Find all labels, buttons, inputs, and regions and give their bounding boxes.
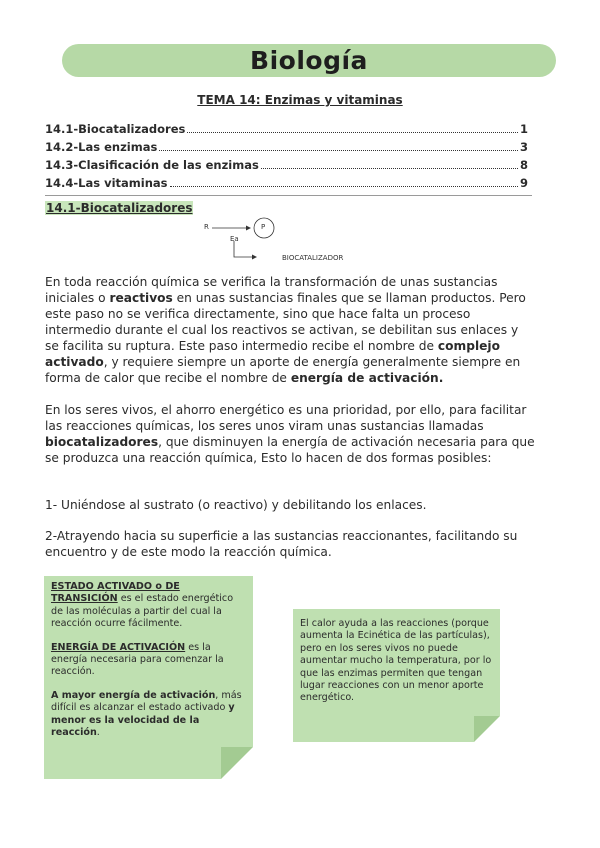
note-fold-corner [221,747,253,779]
list-item-2: 2-Atrayendo hacia su superficie a las sustancias reaccionantes, facilitando su encuentro y de este modo la reacción química. [45,529,518,559]
toc-leader [187,132,518,133]
paragraph-text: En toda reacción química se verifica la transformación de unas sustancias iniciales o [45,275,498,305]
toc-divider [45,195,532,196]
title-banner [62,44,556,77]
toc-entry-page: 9 [519,176,528,190]
paragraph-text: , que disminuyen la energía de activación necesaria para que se produzca una reacción química, Esto lo hacen de dos formas posibles: [45,435,535,465]
table-of-contents [45,122,528,194]
toc-entry-label: 14.3-Clasificación de las enzimas [45,158,259,172]
diagram-reactant-label: R [204,223,209,231]
page-title: Biología [250,46,368,75]
note-definition-activation-energy [51,642,246,679]
diagram-caption: BIOCATALIZADOR [282,254,344,262]
key-term-complejo-activado: complejo activado [45,339,500,369]
toc-leader [159,150,518,151]
diagram-activation-label: Ea [230,235,239,243]
note-bold-text: A mayor energía de activación [51,689,216,701]
paragraph-biocatalysts [45,402,535,466]
sticky-note-heat [293,609,500,742]
toc-entry[interactable] [45,140,528,158]
note-term: ENERGÍA DE ACTIVACIÓN [51,641,186,653]
toc-entry[interactable] [45,176,528,194]
toc-entry-page: 3 [519,140,528,154]
toc-entry[interactable] [45,158,528,176]
note-definition-activated-state [51,581,246,631]
topic-subtitle: TEMA 14: Enzimas y vitaminas [197,93,403,107]
paragraph-text: En los seres vivos, el ahorro energético es una prioridad, por ello, para facilitar las reacciones químicas, los seres unos viram unas sustancias llamadas [45,403,527,433]
paragraph-text: , y requiere siempre un aporte de energía generalmente siempre en forma de calor que recibe el nombre de [45,355,521,385]
key-term-energia-activacion: energía de activación. [290,371,444,385]
toc-entry-label: 14.2-Las enzimas [45,140,158,154]
paragraph-reactions [45,274,535,386]
note-relation [51,690,246,740]
key-term-reactivos: reactivos [109,291,173,305]
toc-entry-label: 14.1-Biocatalizadores [45,122,186,136]
list-item-1: 1- Uniéndose al sustrato (o reactivo) y debilitando los enlaces. [45,498,427,512]
note-text: , más difícil es alcanzar el estado activado [51,689,242,714]
note-text: es el estado energético de las moléculas a partir del cual la reacción ocurre fácilmente. [51,593,234,630]
diagram-product-label: P [261,223,266,231]
toc-leader [170,186,518,187]
note-bold-text: y menor es la velocidad de la reacción [51,702,235,739]
note-text: . [96,727,100,739]
section-heading: 14.1-Biocatalizadores [46,201,193,215]
reaction-diagram [198,213,378,265]
note-term: ESTADO ACTIVADO o DE TRANSICIÓN [51,581,180,605]
toc-leader [261,168,518,169]
note-text: es la energía necesaria para comenzar la reacción. [51,641,224,678]
note-heat-text: El calor ayuda a las reacciones (porque aumenta la Ecinética de las partículas), pero en los seres vivos no puede aumentar mucho la temperatura, por lo que las enzimas permiten que tengan lugar reacciones con un menor aporte energético. [300,618,492,704]
subtitle-wrapper [0,89,600,108]
key-term-biocatalizadores: biocatalizadores [45,435,159,449]
toc-entry-page: 1 [519,122,528,136]
toc-entry-label: 14.4-Las vitaminas [45,176,168,190]
toc-entry-page: 8 [519,158,528,172]
note-fold-corner [474,716,500,742]
sticky-note-definitions [44,576,253,779]
paragraph-text: en unas sustancias finales que se llaman productos. Pero este paso no se verifica directamente, sino que hace falta un proceso intermedio durante el cual los reactivos se activan, se debilitan sus enlaces y se facilita su ruptura. Este paso intermedio recibe el nombre de [45,291,526,353]
toc-entry[interactable] [45,122,528,140]
